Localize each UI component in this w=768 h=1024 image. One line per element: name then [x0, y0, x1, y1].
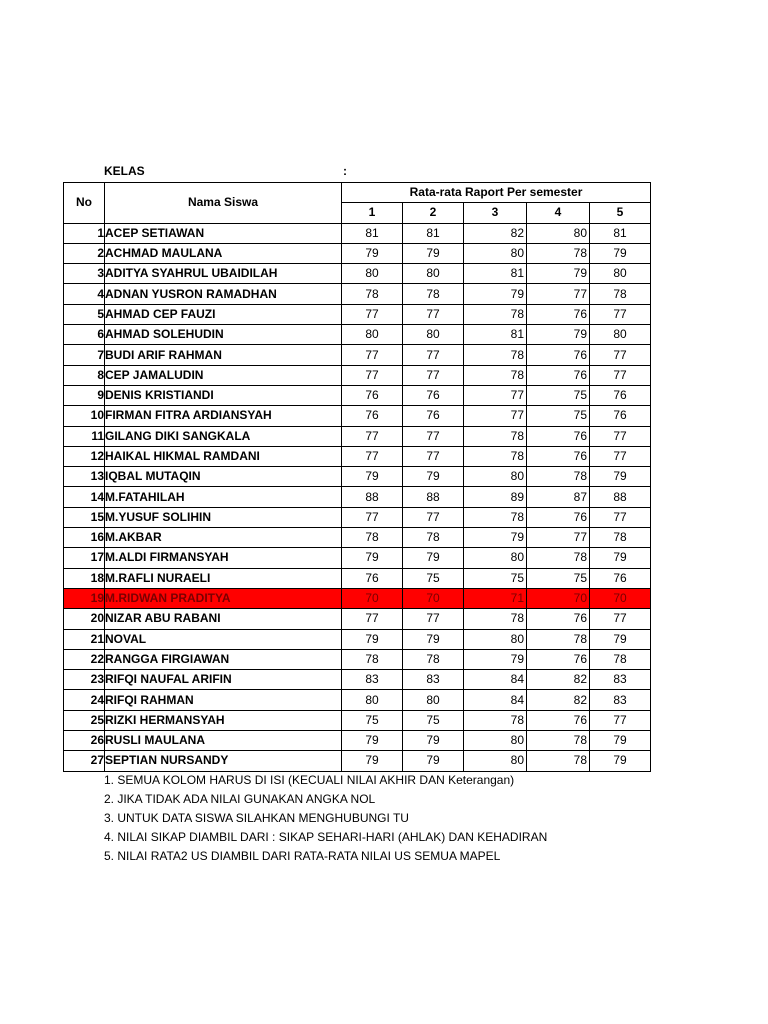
row-number: 7: [64, 345, 105, 365]
student-name: GILANG DIKI SANGKALA: [105, 426, 342, 446]
semester-4-value: 77: [527, 284, 590, 304]
semester-5-value: 83: [590, 690, 651, 710]
row-number: 23: [64, 670, 105, 690]
row-number: 4: [64, 284, 105, 304]
table-row: [64, 406, 651, 426]
student-name: DENIS KRISTIANDI: [105, 385, 342, 405]
semester-5-value: 80: [590, 325, 651, 345]
semester-2-value: 77: [403, 507, 464, 527]
semester-1-value: 70: [342, 588, 403, 608]
semester-3-value: 84: [464, 690, 527, 710]
student-name: SEPTIAN NURSANDY: [105, 751, 342, 771]
semester-5-value: 79: [590, 751, 651, 771]
semester-4-value: 78: [527, 243, 590, 263]
table-row: [64, 568, 651, 588]
student-name: RIZKI HERMANSYAH: [105, 710, 342, 730]
row-number: 11: [64, 426, 105, 446]
semester-3-value: 75: [464, 568, 527, 588]
semester-3-value: 84: [464, 670, 527, 690]
header-semester-group: Rata-rata Raport Per semester: [342, 183, 651, 203]
semester-3-value: 80: [464, 629, 527, 649]
semester-4-value: 79: [527, 325, 590, 345]
table-row: [64, 528, 651, 548]
semester-5-value: 77: [590, 426, 651, 446]
table-row: [64, 304, 651, 324]
semester-3-value: 71: [464, 588, 527, 608]
semester-2-value: 70: [403, 588, 464, 608]
student-name: AHMAD CEP FAUZI: [105, 304, 342, 324]
student-name: M.RIDWAN PRADITYA: [105, 588, 342, 608]
student-name: M.FATAHILAH: [105, 487, 342, 507]
semester-1-value: 80: [342, 325, 403, 345]
semester-5-value: 79: [590, 243, 651, 263]
semester-3-value: 79: [464, 528, 527, 548]
semester-1-value: 79: [342, 467, 403, 487]
semester-2-value: 83: [403, 670, 464, 690]
semester-5-value: 77: [590, 365, 651, 385]
semester-5-value: 76: [590, 406, 651, 426]
student-name: RUSLI MAULANA: [105, 731, 342, 751]
semester-2-value: 79: [403, 467, 464, 487]
student-name: ADNAN YUSRON RAMADHAN: [105, 284, 342, 304]
semester-3-value: 79: [464, 284, 527, 304]
semester-4-value: 78: [527, 751, 590, 771]
semester-3-value: 78: [464, 507, 527, 527]
semester-2-value: 80: [403, 690, 464, 710]
note-line: 5. NILAI RATA2 US DIAMBIL DARI RATA-RATA NILAI US SEMUA MAPEL: [104, 849, 501, 863]
semester-1-value: 77: [342, 426, 403, 446]
semester-1-value: 77: [342, 446, 403, 466]
table-row: [64, 507, 651, 527]
semester-5-value: 79: [590, 467, 651, 487]
semester-4-value: 70: [527, 588, 590, 608]
semester-1-value: 78: [342, 284, 403, 304]
semester-1-value: 77: [342, 365, 403, 385]
semester-4-value: 76: [527, 426, 590, 446]
kelas-colon: :: [343, 164, 347, 178]
semester-4-value: 76: [527, 365, 590, 385]
table-row: [64, 467, 651, 487]
semester-3-value: 82: [464, 223, 527, 243]
semester-5-value: 79: [590, 548, 651, 568]
semester-5-value: 79: [590, 731, 651, 751]
table-row: [64, 345, 651, 365]
student-name: AHMAD SOLEHUDIN: [105, 325, 342, 345]
header-name: Nama Siswa: [105, 183, 342, 224]
grades-table: [63, 182, 651, 772]
student-name: HAIKAL HIKMAL RAMDANI: [105, 446, 342, 466]
header-semester-1: 1: [342, 203, 403, 223]
semester-2-value: 76: [403, 406, 464, 426]
semester-2-value: 79: [403, 548, 464, 568]
row-number: 25: [64, 710, 105, 730]
table-row: [64, 670, 651, 690]
semester-1-value: 78: [342, 528, 403, 548]
row-number: 24: [64, 690, 105, 710]
row-number: 14: [64, 487, 105, 507]
row-number: 13: [64, 467, 105, 487]
table-row: [64, 264, 651, 284]
row-number: 15: [64, 507, 105, 527]
semester-2-value: 78: [403, 649, 464, 669]
semester-4-value: 76: [527, 649, 590, 669]
semester-3-value: 78: [464, 426, 527, 446]
student-name: CEP JAMALUDIN: [105, 365, 342, 385]
student-name: ACEP SETIAWAN: [105, 223, 342, 243]
semester-5-value: 70: [590, 588, 651, 608]
header-semester-5: 5: [590, 203, 651, 223]
semester-5-value: 76: [590, 385, 651, 405]
semester-2-value: 77: [403, 609, 464, 629]
semester-1-value: 79: [342, 629, 403, 649]
semester-1-value: 76: [342, 406, 403, 426]
semester-2-value: 79: [403, 243, 464, 263]
table-row: [64, 690, 651, 710]
semester-1-value: 77: [342, 507, 403, 527]
semester-5-value: 77: [590, 446, 651, 466]
table-row: [64, 751, 651, 771]
semester-5-value: 77: [590, 304, 651, 324]
semester-2-value: 79: [403, 731, 464, 751]
semester-3-value: 78: [464, 304, 527, 324]
student-name: RIFQI RAHMAN: [105, 690, 342, 710]
semester-5-value: 78: [590, 284, 651, 304]
header-semester-3: 3: [464, 203, 527, 223]
semester-4-value: 75: [527, 406, 590, 426]
semester-4-value: 76: [527, 345, 590, 365]
semester-2-value: 78: [403, 284, 464, 304]
semester-3-value: 80: [464, 731, 527, 751]
table-row: [64, 710, 651, 730]
notes-list: [104, 771, 547, 866]
semester-1-value: 76: [342, 568, 403, 588]
semester-3-value: 80: [464, 467, 527, 487]
semester-3-value: 78: [464, 446, 527, 466]
student-name: RIFQI NAUFAL ARIFIN: [105, 670, 342, 690]
semester-5-value: 77: [590, 609, 651, 629]
semester-4-value: 76: [527, 507, 590, 527]
row-number: 17: [64, 548, 105, 568]
student-name: NIZAR ABU RABANI: [105, 609, 342, 629]
semester-4-value: 76: [527, 609, 590, 629]
semester-4-value: 77: [527, 528, 590, 548]
student-name: M.AKBAR: [105, 528, 342, 548]
semester-4-value: 78: [527, 467, 590, 487]
semester-5-value: 77: [590, 345, 651, 365]
semester-2-value: 80: [403, 325, 464, 345]
semester-4-value: 75: [527, 385, 590, 405]
semester-3-value: 79: [464, 649, 527, 669]
table-row: [64, 588, 651, 608]
semester-3-value: 78: [464, 345, 527, 365]
semester-5-value: 77: [590, 710, 651, 730]
header-semester-2: 2: [403, 203, 464, 223]
table-row: [64, 649, 651, 669]
table-row: [64, 609, 651, 629]
header-semester-4: 4: [527, 203, 590, 223]
semester-5-value: 80: [590, 264, 651, 284]
semester-2-value: 79: [403, 751, 464, 771]
table-row: [64, 487, 651, 507]
row-number: 18: [64, 568, 105, 588]
semester-2-value: 77: [403, 345, 464, 365]
semester-3-value: 81: [464, 264, 527, 284]
table-row: [64, 325, 651, 345]
semester-1-value: 79: [342, 243, 403, 263]
table-row: [64, 548, 651, 568]
student-name: IQBAL MUTAQIN: [105, 467, 342, 487]
semester-1-value: 80: [342, 690, 403, 710]
semester-4-value: 82: [527, 670, 590, 690]
row-number: 5: [64, 304, 105, 324]
table-row: [64, 629, 651, 649]
row-number: 19: [64, 588, 105, 608]
semester-5-value: 78: [590, 649, 651, 669]
student-name: M.ALDI FIRMANSYAH: [105, 548, 342, 568]
semester-3-value: 78: [464, 710, 527, 730]
semester-3-value: 78: [464, 609, 527, 629]
table-row: [64, 385, 651, 405]
row-number: 27: [64, 751, 105, 771]
semester-5-value: 76: [590, 568, 651, 588]
semester-4-value: 80: [527, 223, 590, 243]
semester-4-value: 78: [527, 548, 590, 568]
student-name: NOVAL: [105, 629, 342, 649]
semester-2-value: 75: [403, 568, 464, 588]
note-line: 1. SEMUA KOLOM HARUS DI ISI (KECUALI NILAI AKHIR DAN Keterangan): [104, 773, 515, 787]
semester-3-value: 80: [464, 751, 527, 771]
semester-1-value: 76: [342, 385, 403, 405]
semester-4-value: 82: [527, 690, 590, 710]
table-body: [64, 223, 651, 771]
student-name: ACHMAD MAULANA: [105, 243, 342, 263]
row-number: 9: [64, 385, 105, 405]
semester-3-value: 78: [464, 365, 527, 385]
semester-1-value: 79: [342, 731, 403, 751]
header-row-1: [64, 183, 651, 203]
semester-4-value: 79: [527, 264, 590, 284]
semester-2-value: 77: [403, 446, 464, 466]
table-row: [64, 243, 651, 263]
semester-2-value: 77: [403, 365, 464, 385]
student-name: BUDI ARIF RAHMAN: [105, 345, 342, 365]
student-name: RANGGA FIRGIAWAN: [105, 649, 342, 669]
student-name: FIRMAN FITRA ARDIANSYAH: [105, 406, 342, 426]
note-line: 3. UNTUK DATA SISWA SILAHKAN MENGHUBUNGI TU: [104, 811, 409, 825]
semester-3-value: 89: [464, 487, 527, 507]
semester-1-value: 88: [342, 487, 403, 507]
semester-4-value: 76: [527, 304, 590, 324]
semester-5-value: 78: [590, 528, 651, 548]
row-number: 12: [64, 446, 105, 466]
semester-2-value: 78: [403, 528, 464, 548]
semester-3-value: 80: [464, 243, 527, 263]
semester-1-value: 79: [342, 751, 403, 771]
kelas-label: KELAS: [104, 164, 145, 178]
table-row: [64, 731, 651, 751]
table-row: [64, 446, 651, 466]
semester-2-value: 79: [403, 629, 464, 649]
semester-5-value: 77: [590, 507, 651, 527]
note-line: 2. JIKA TIDAK ADA NILAI GUNAKAN ANGKA NOL: [104, 792, 376, 806]
semester-2-value: 88: [403, 487, 464, 507]
row-number: 1: [64, 223, 105, 243]
student-name: ADITYA SYAHRUL UBAIDILAH: [105, 264, 342, 284]
semester-5-value: 79: [590, 629, 651, 649]
semester-2-value: 80: [403, 264, 464, 284]
semester-2-value: 75: [403, 710, 464, 730]
semester-2-value: 77: [403, 426, 464, 446]
student-name: M.YUSUF SOLIHIN: [105, 507, 342, 527]
semester-1-value: 75: [342, 710, 403, 730]
semester-3-value: 81: [464, 325, 527, 345]
semester-1-value: 77: [342, 304, 403, 324]
row-number: 21: [64, 629, 105, 649]
semester-4-value: 76: [527, 710, 590, 730]
semester-2-value: 76: [403, 385, 464, 405]
row-number: 10: [64, 406, 105, 426]
semester-4-value: 75: [527, 568, 590, 588]
semester-1-value: 78: [342, 649, 403, 669]
row-number: 3: [64, 264, 105, 284]
table-row: [64, 223, 651, 243]
semester-1-value: 77: [342, 345, 403, 365]
semester-5-value: 83: [590, 670, 651, 690]
semester-3-value: 77: [464, 406, 527, 426]
student-name: M.RAFLI NURAELI: [105, 568, 342, 588]
semester-4-value: 78: [527, 629, 590, 649]
row-number: 22: [64, 649, 105, 669]
header-no: No: [64, 183, 105, 224]
row-number: 26: [64, 731, 105, 751]
semester-5-value: 88: [590, 487, 651, 507]
semester-3-value: 77: [464, 385, 527, 405]
semester-4-value: 78: [527, 731, 590, 751]
table-row: [64, 426, 651, 446]
row-number: 16: [64, 528, 105, 548]
semester-1-value: 80: [342, 264, 403, 284]
semester-1-value: 81: [342, 223, 403, 243]
semester-4-value: 76: [527, 446, 590, 466]
semester-5-value: 81: [590, 223, 651, 243]
row-number: 6: [64, 325, 105, 345]
semester-2-value: 81: [403, 223, 464, 243]
semester-1-value: 79: [342, 548, 403, 568]
row-number: 8: [64, 365, 105, 385]
table-row: [64, 284, 651, 304]
semester-3-value: 80: [464, 548, 527, 568]
semester-1-value: 83: [342, 670, 403, 690]
table-row: [64, 365, 651, 385]
semester-1-value: 77: [342, 609, 403, 629]
row-number: 2: [64, 243, 105, 263]
semester-2-value: 77: [403, 304, 464, 324]
note-line: 4. NILAI SIKAP DIAMBIL DARI : SIKAP SEHARI-HARI (AHLAK) DAN KEHADIRAN: [104, 830, 548, 844]
row-number: 20: [64, 609, 105, 629]
semester-4-value: 87: [527, 487, 590, 507]
